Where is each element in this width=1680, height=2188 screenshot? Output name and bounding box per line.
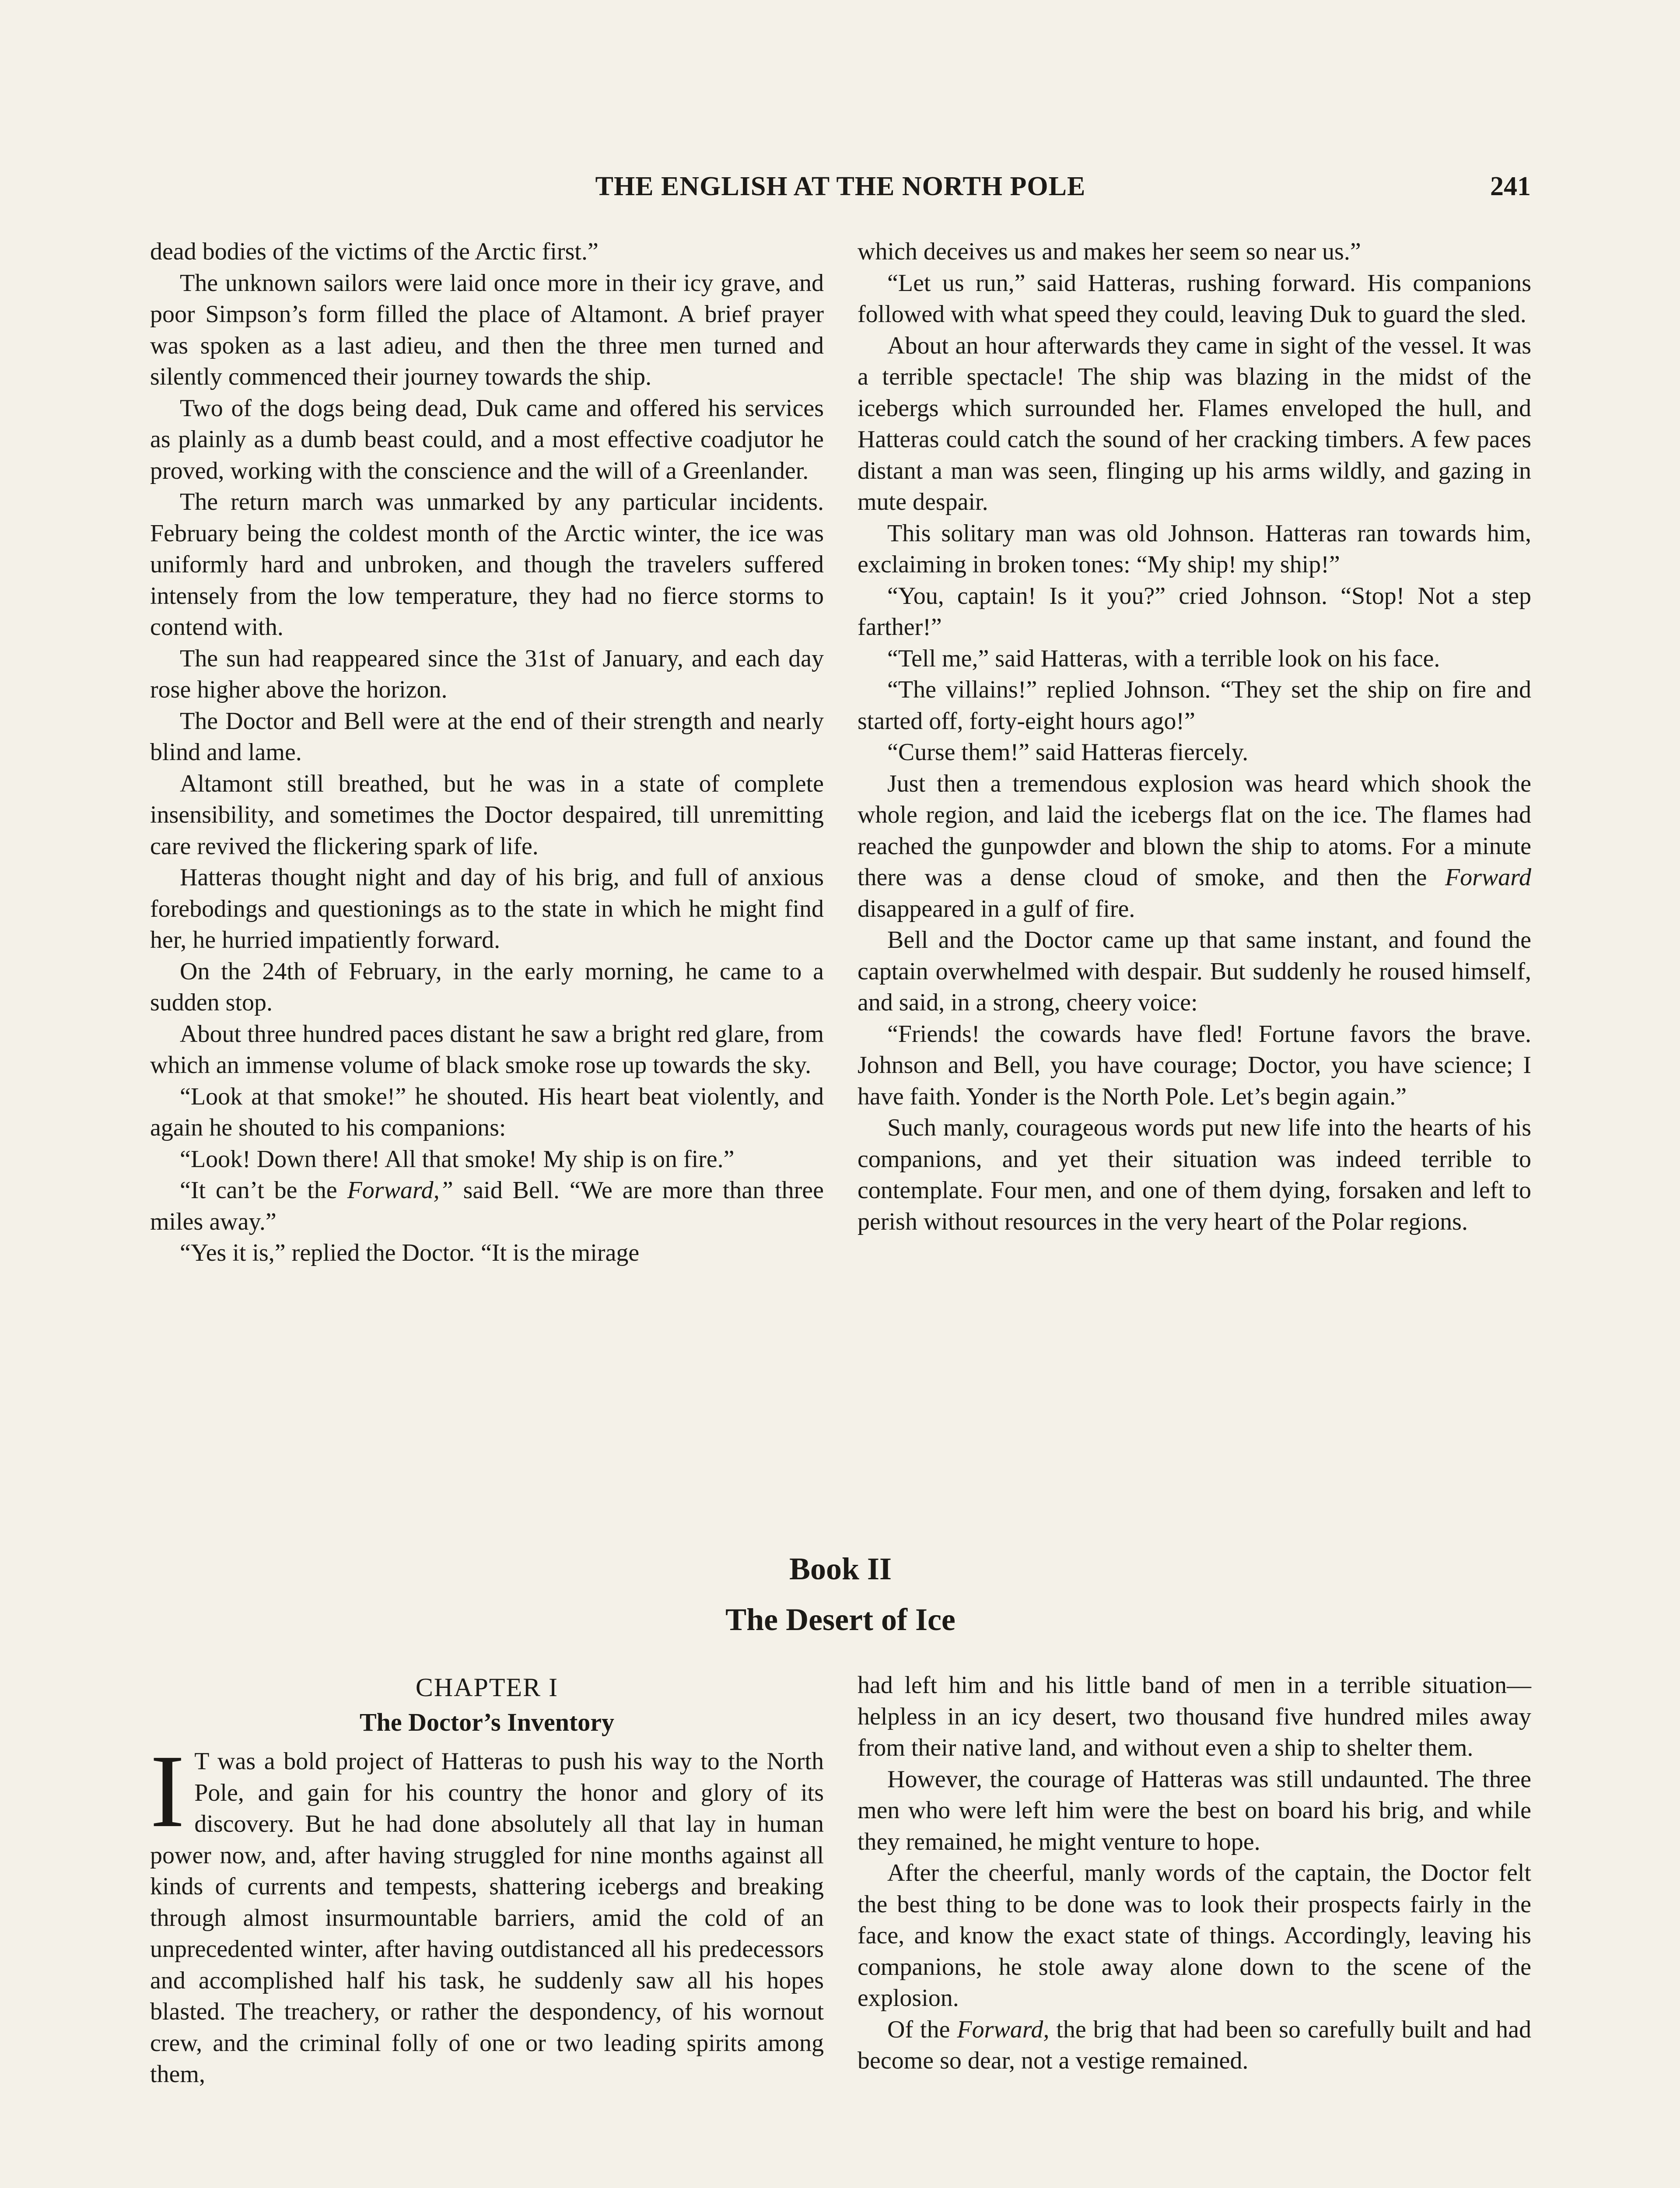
book-title: Book II [789, 1551, 892, 1586]
paragraph: The unknown sailors were laid once more in their icy grave, and poor Simpson’s form filled the place of Altamont. A brief prayer was spoken as a last adieu, and then the three men turned and silently commenced their journey towards the ship. [150, 269, 824, 390]
paragraph: After the cheerful, manly words of the captain, the Doctor felt the best thing to be done was to look their prospects fairly in the face, and know the exact state of things. Accordingly, leaving his companions, he stole away alone down to the scene of the explosion. [858, 1859, 1531, 2012]
left-column-bottom [150, 1670, 824, 2090]
paragraph: Two of the dogs being dead, Duk came and offered his services as plainly as a dumb beast could, and a most effective coadjutor he proved, working with the conscience and the will of a Greenlander. [150, 394, 824, 484]
running-head [150, 169, 1531, 204]
paragraph: dead bodies of the victims of the Arctic first.” [150, 238, 598, 265]
paragraph: “Look! Down there! All that smoke! My ship is on fire.” [180, 1145, 735, 1173]
paragraph: “Look at that smoke!” he shouted. His heart beat violently, and again he shouted to his companions: [150, 1083, 824, 1141]
running-title: THE ENGLISH AT THE NORTH POLE [595, 172, 1086, 201]
paragraph: However, the courage of Hatteras was still undaunted. The three men who were left him were the best on board his brig, and while they remained, he might venture to hope. [858, 1765, 1531, 1855]
paragraph: Such manly, courageous words put new life into the hearts of his companions, and yet their situation was indeed terrible to contemplate. Four men, and one of them dying, forsaken and left to perish without resources in the very heart of the Polar regions. [858, 1114, 1531, 1235]
text-run: disappeared in a gulf of fire. [858, 895, 1135, 922]
paragraph [858, 768, 1531, 925]
paragraph: About an hour afterwards they came in sight of the vessel. It was a terrible spectacle! The ship was blazing in the midst of the icebergs which surrounded her. Flames enveloped the hull, and Hatteras could catch the sound of her cracking timbers. A few paces distant a man was seen, flinging up his arms wildly, and gazing in mute despair. [858, 332, 1531, 515]
paragraph: The return march was unmarked by any particular incidents. February being the coldest month of the Arctic winter, the ice was uniformly hard and unbroken, and though the travelers suffered intensely from the low temperature, they had no fierce storms to contend with. [150, 488, 824, 641]
paragraph: had left him and his little band of men in a terrible situation—helpless in an icy desert, two thousand five hundred miles away from their native land, and without even a ship to shelter them. [858, 1672, 1531, 1761]
page-number: 241 [1490, 172, 1531, 201]
paragraph: “Tell me,” said Hatteras, with a terrible look on his face. [887, 645, 1440, 672]
text-run: “It can’t be the [180, 1177, 347, 1204]
drop-cap: I [150, 1734, 185, 1849]
ship-name: Forward [1445, 864, 1531, 891]
paragraph: which deceives us and makes her seem so near us.” [858, 238, 1361, 265]
chapter-opening-paragraph [150, 1734, 824, 2090]
paragraph: Altamont still breathed, but he was in a state of complete insensibility, and sometimes the Doctor despaired, till unremitting care revived the flickering spark of life. [150, 770, 824, 860]
chapter-number: CHAPTER I [415, 1673, 559, 1702]
paragraph: About three hundred paces distant he saw a bright red glare, from which an immense volume of black smoke rose up towards the sky. [150, 1020, 824, 1079]
right-column-top [858, 236, 1531, 1238]
chapter-title: The Doctor’s Inventory [359, 1708, 615, 1736]
paragraph: “Yes it is,” replied the Doctor. “It is the mirage [180, 1239, 640, 1266]
paragraph: “Curse them!” said Hatteras fiercely. [887, 739, 1249, 766]
paragraph: The Doctor and Bell were at the end of their strength and nearly blind and lame. [150, 707, 824, 766]
paragraph: Hatteras thought night and day of his brig, and full of anxious forebodings and questionings as to the state in which he might find her, he hurried impatiently forward. [150, 864, 824, 954]
paragraph: “Friends! the cowards have fled! Fortune favors the brave. Johnson and Bell, you have courage; Doctor, you have science; I have faith. Yonder is the North Pole. Let’s begin again.” [858, 1020, 1531, 1110]
ship-name: Forward,” [347, 1177, 453, 1204]
text-run: Just then a tremendous explosion was heard which shook the whole region, and laid the icebergs flat on the ice. The flames had reached the gunpowder and blown the ship to atoms. For a minute there was a dense cloud of smoke, and then the [858, 770, 1531, 891]
paragraph [858, 2014, 1531, 2077]
text-run: T was a bold project of Hatteras to push his way to the North Pole, and gain for his country the honor and glory of its discovery. But he had done absolutely all that lay in human power now, and, after having struggled for nine months against all kinds of currents and tempests, shattering icebergs and breaking through almost insurmountable barriers, amid the cold of an unprecedented winter, after having outdistanced all his predecessors and accomplished half his task, he suddenly saw all his hopes blasted. The treachery, or rather the despondency, of his wornout crew, and the criminal folly of one or two leading spirits among them, [150, 1748, 824, 2088]
ship-name: Forward, [957, 2016, 1050, 2043]
paragraph: “The villains!” replied Johnson. “They set the ship on fire and started off, forty-eight hours ago!” [858, 676, 1531, 735]
text-run: the brig that had been so carefully built and had become so dear, not a vestige remained. [858, 2016, 1531, 2074]
paragraph: “You, captain! Is it you?” cried Johnson. “Stop! Not a step farther!” [858, 582, 1531, 641]
paragraph: This solitary man was old Johnson. Hatteras ran towards him, exclaiming in broken tones: “My ship! my ship!” [858, 519, 1531, 578]
paragraph [150, 1175, 824, 1238]
left-column-top [150, 236, 824, 1269]
text-run: said Bell. “We are more than three miles away.” [150, 1177, 824, 1235]
paragraph: The sun had reappeared since the 31st of January, and each day rose higher above the horizon. [150, 645, 824, 703]
right-column-bottom [858, 1670, 1531, 2077]
text-run: Of the [887, 2016, 957, 2043]
book-subtitle: The Desert of Ice [725, 1602, 956, 1637]
paragraph: Bell and the Doctor came up that same instant, and found the captain overwhelmed with despair. But suddenly he roused himself, and said, in a strong, cheery voice: [858, 926, 1531, 1016]
paragraph: “Let us run,” said Hatteras, rushing forward. His companions followed with what speed they could, leaving Duk to guard the sled. [858, 269, 1531, 328]
paragraph: On the 24th of February, in the early morning, he came to a sudden stop. [150, 957, 824, 1016]
